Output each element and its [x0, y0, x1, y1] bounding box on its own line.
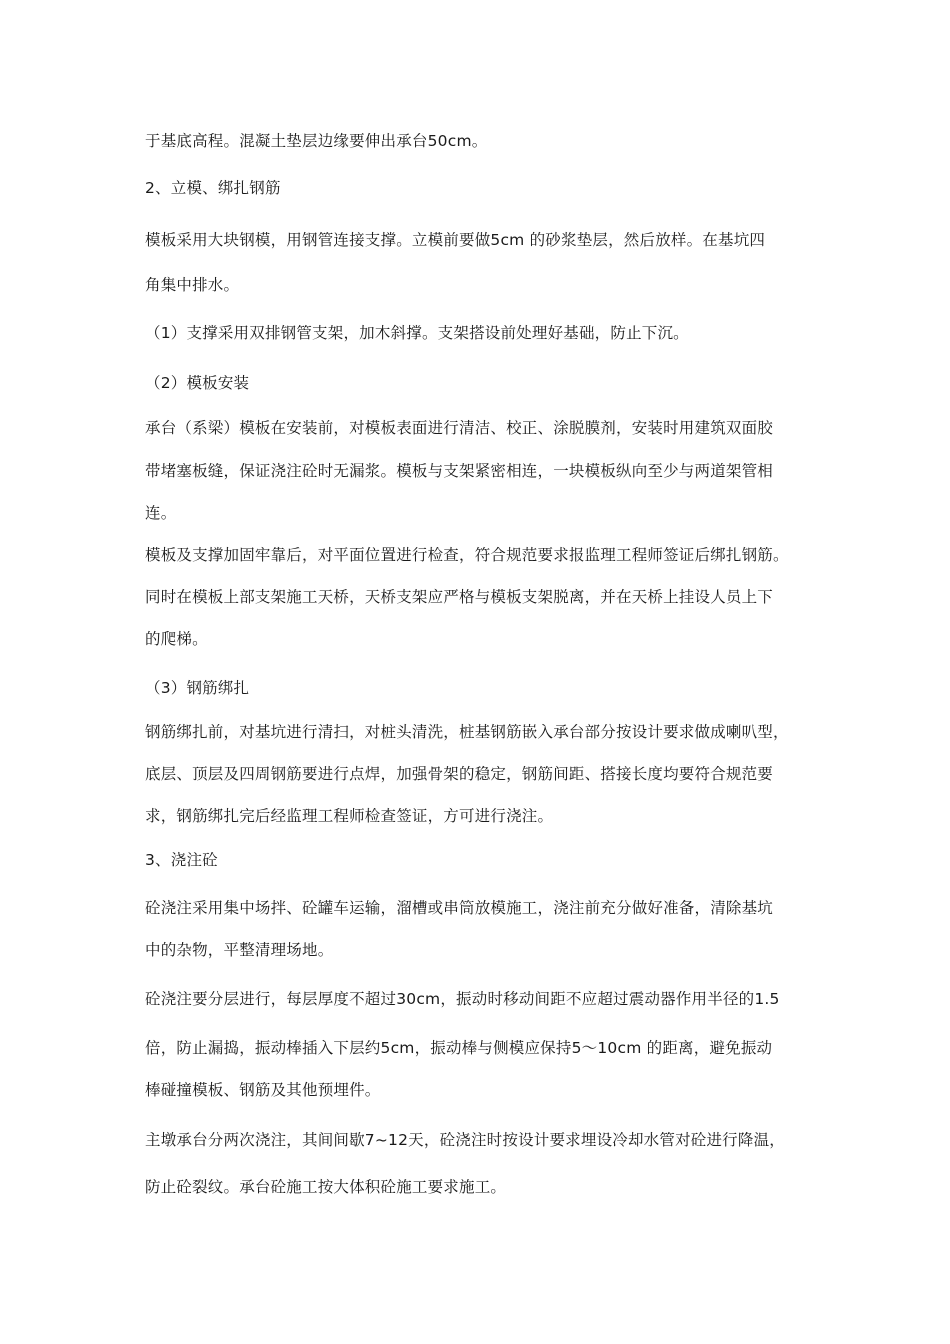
body-text-line: 主墩承台分两次浇注，其间间歇7~12天，砼浇注时按设计要求埋设冷却水管对砼进行降温，: [145, 1131, 785, 1149]
subsection-heading: （2）模板安装: [145, 374, 250, 392]
body-text-line: 砼浇注要分层进行，每层厚度不超过30cm，振动时移动间距不应超过震动器作用半径的1.5: [145, 990, 780, 1008]
body-text-line: 砼浇注采用集中场拌、砼罐车运输，溜槽或串筒放模施工，浇注前充分做好准备，清除基坑: [145, 899, 774, 917]
body-text-line: 模板及支撑加固牢靠后，对平面位置进行检查，符合规范要求报监理工程师签证后绑扎钢筋。: [145, 546, 789, 564]
body-text-line: 倍，防止漏捣，振动棒插入下层约5cm，振动棒与侧模应保持5～10cm 的距离，避免振动: [145, 1039, 773, 1057]
body-text-line: 带堵塞板缝，保证浇注砼时无漏浆。模板与支架紧密相连，一块模板纵向至少与两道架管相: [145, 462, 774, 480]
body-text-line: 角集中排水。: [145, 276, 240, 294]
subsection-heading: （3）钢筋绑扎: [145, 679, 250, 697]
body-text-line: 棒碰撞模板、钢筋及其他预埋件。: [145, 1081, 381, 1099]
body-text-line: 连。: [145, 504, 177, 522]
body-text-line: 求，钢筋绑扎完后经监理工程师检查签证，方可进行浇注。: [145, 807, 554, 825]
body-text-line: 中的杂物，平整清理场地。: [145, 941, 334, 959]
body-text-line: 底层、顶层及四周钢筋要进行点焊，加强骨架的稳定，钢筋间距、搭接长度均要符合规范要: [145, 765, 774, 783]
body-text-line: 模板采用大块钢模，用钢管连接支撑。立模前要做5cm 的砂浆垫层，然后放样。在基坑四: [145, 231, 766, 249]
body-text-line: 承台（系梁）模板在安装前，对模板表面进行清洁、校正、涂脱膜剂，安装时用建筑双面胶: [145, 419, 774, 437]
body-text-line: 防止砼裂纹。承台砼施工按大体积砼施工要求施工。: [145, 1178, 507, 1196]
section-heading: 2、立模、绑扎钢筋: [145, 179, 281, 197]
body-text-line: 同时在模板上部支架施工天桥，天桥支架应严格与模板支架脱离，并在天桥上挂设人员上下: [145, 588, 774, 606]
section-heading: 3、浇注砼: [145, 851, 218, 869]
body-text-line: 的爬梯。: [145, 630, 208, 648]
body-text-line: 于基底高程。混凝土垫层边缘要伸出承台50cm。: [145, 132, 488, 150]
body-text-line: 钢筋绑扎前，对基坑进行清扫，对桩头清洗，桩基钢筋嵌入承台部分按设计要求做成喇叭型，: [145, 723, 789, 741]
list-item: （1）支撑采用双排钢管支架，加木斜撑。支架搭设前处理好基础，防止下沉。: [145, 324, 689, 342]
